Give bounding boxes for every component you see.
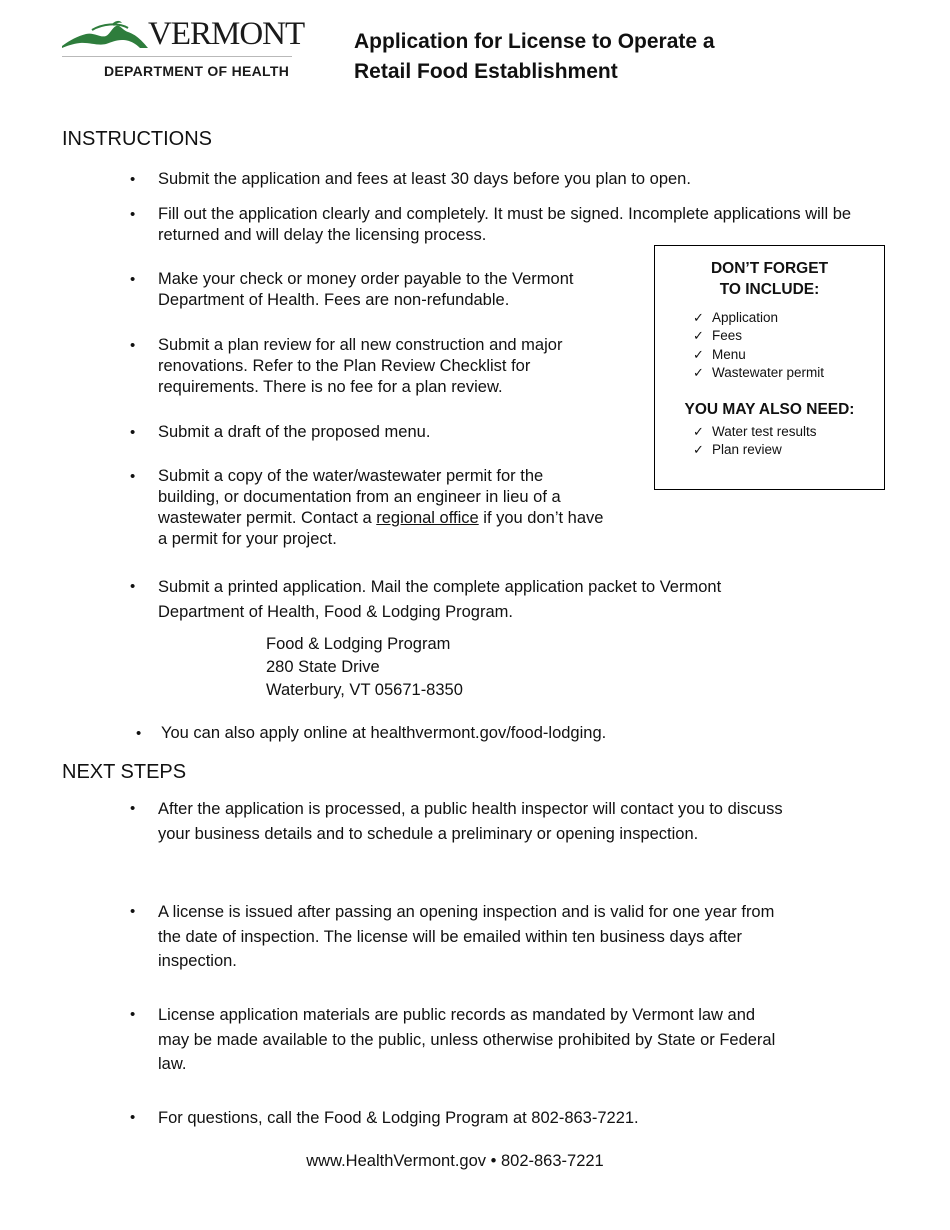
page-title: [354, 27, 784, 87]
include-item: ✓ Menu: [693, 346, 824, 364]
next-steps-heading: NEXT STEPS: [62, 761, 187, 783]
logo-divider: [62, 56, 292, 57]
include-item: ✓ Wastewater permit: [693, 364, 824, 382]
regional-office-link[interactable]: regional office: [376, 509, 479, 527]
next-step-item: • After the application is processed, a public health inspector will contact you to discuss your business details and to schedule a preliminary or opening inspection.: [158, 797, 788, 846]
logo-wordmark: VERMONT: [148, 16, 305, 52]
page-title-line2: Retail Food Establishment: [354, 60, 618, 83]
instruction-item: [158, 466, 608, 550]
next-step-item: • A license is issued after passing an opening inspection and is valid for one year from the date of inspection. The license will be emailed within ten business days after inspection.: [158, 900, 788, 974]
checklist-heading-line1: DON’T FORGET: [710, 260, 829, 277]
footer-separator: •: [490, 1152, 497, 1170]
instructions-heading: INSTRUCTIONS: [62, 128, 212, 150]
include-item: ✓ Application: [693, 309, 824, 327]
mailing-address: [266, 633, 463, 702]
water-permit-text-end: if you don’t have a permit for your project.: [158, 509, 604, 548]
checklist-heading-line2: TO INCLUDE:: [719, 281, 820, 298]
logo-department: DEPARTMENT OF HEALTH: [104, 63, 290, 79]
mountain-logo-icon: [62, 18, 152, 54]
water-permit-text: Submit a copy of the water/wastewater permit for the building, or documentation from an engineer in lieu of a wastewater permit. Contact a: [158, 467, 561, 527]
address-line: Food & Lodging Program: [266, 635, 451, 653]
instruction-item: • Submit a draft of the proposed menu.: [158, 422, 608, 443]
address-line: 280 State Drive: [266, 658, 380, 676]
instruction-item: • Submit a printed application. Mail the complete application packet to Vermont Department of Health, Food & Lodging Program.: [158, 575, 798, 624]
footer-phone: 802-863-7221: [500, 1152, 604, 1170]
vermont-health-logo: [62, 16, 305, 82]
page-footer: [0, 1152, 910, 1171]
instruction-item: • Fill out the application clearly and completely. It must be signed. Incomplete applications will be returned and will delay the licensing process.: [158, 204, 873, 246]
also-need-heading: YOU MAY ALSO NEED:: [684, 401, 855, 418]
checklist-heading: [655, 258, 884, 300]
next-step-item: • License application materials are public records as mandated by Vermont law and may be made available to the public, unless otherwise prohibited by State or Federal law.: [158, 1003, 788, 1077]
instruction-item: • You can also apply online at healthvermont.gov/food-lodging.: [161, 723, 801, 744]
checklist-box: [654, 245, 885, 490]
also-need-list: [693, 423, 817, 460]
address-line: Waterbury, VT 05671-8350: [266, 681, 463, 699]
instruction-item: • Make your check or money order payable to the Vermont Department of Health. Fees are non-refundable.: [158, 269, 613, 311]
page-title-line1: Application for License to Operate a: [354, 30, 715, 53]
next-step-item: • For questions, call the Food & Lodging Program at 802-863-7221.: [158, 1106, 788, 1131]
instruction-item: • Submit the application and fees at least 30 days before you plan to open.: [158, 169, 878, 190]
include-item: ✓ Fees: [693, 327, 824, 345]
also-need-item: ✓ Water test results: [693, 423, 817, 441]
also-need-item: ✓ Plan review: [693, 441, 817, 459]
instruction-item: • Submit a plan review for all new construction and major renovations. Refer to the Plan Review Checklist for requirements. There is no fee for a plan review.: [158, 335, 608, 398]
footer-website[interactable]: www.HealthVermont.gov: [306, 1152, 487, 1170]
include-list: [693, 309, 824, 382]
